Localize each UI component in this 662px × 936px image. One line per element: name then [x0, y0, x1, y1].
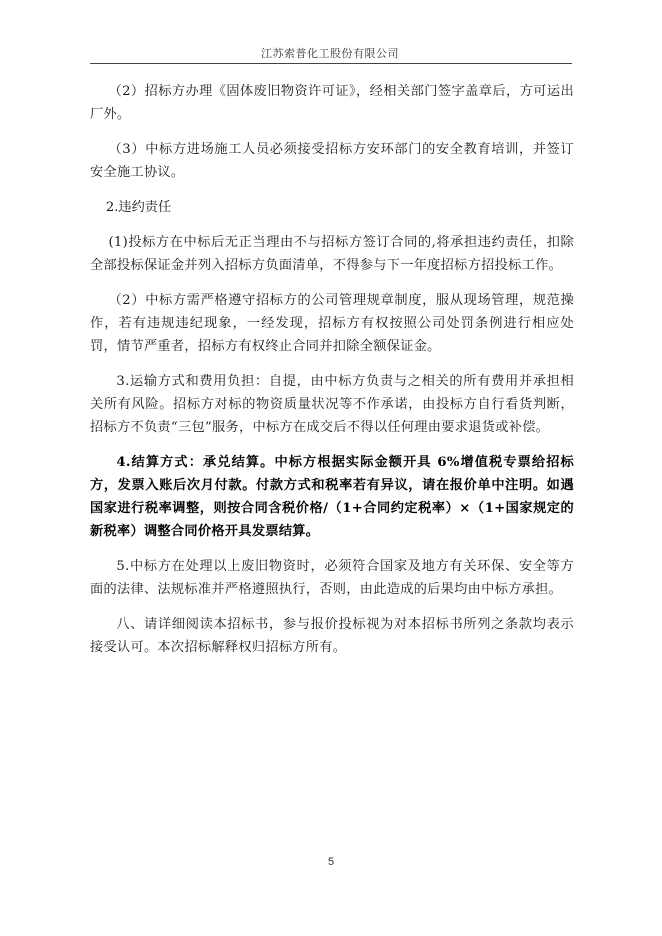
document-body — [90, 80, 574, 671]
paragraph-safety-training: （3）中标方进场施工人员必须接受招标方安环部门的安全教育培训，并签订安全施工协议。 — [90, 142, 574, 180]
paragraph-acceptance-clause: 八、请详细阅读本招标书，参与报价投标视为对本招标书所列之条款均表示接受认可。本次招标解释权归招标方所有。 — [90, 617, 574, 655]
page-header: 江苏索普化工股份有限公司 — [261, 47, 399, 60]
paragraph-environmental-compliance: 5.中标方在处理以上废旧物资时，必须符合国家及地方有关环保、安全等方面的法律、法规标准并严格遵照执行，否则，由此造成的后果均由中标方承担。 — [90, 559, 574, 597]
paragraph-bidder-breach: (1)投标方在中标后无正当理由不与招标方签订合同的,将承担违约责任，扣除全部投标保证金并列入招标方负面清单，不得参与下一年度招标方招投标工作。 — [90, 235, 574, 273]
section-heading-breach-liability: 2.违约责任 — [105, 200, 172, 215]
paragraph-transport-costs: 3.运输方式和费用负担：自提，由中标方负责与之相关的所有费用并承担相关所有风险。招标方对标的物资质量状况等不作承诺，由投标方自行看货判断，招标方不负责“三包”服务，中标方在成交后不得以任何理由要求退货或补偿。 — [90, 374, 574, 435]
page-number: 5 — [327, 856, 335, 868]
paragraph-settlement-method: 4.结算方式：承兑结算。中标方根据实际金额开具 6%增值税专票给招标方，发票入账后次月付款。付款方式和税率若有异议，请在报价单中注明。如遇国家进行税率调整，则按合同含税价格/（1+合同约定税率）×（1+国家规定的新税率）调整合同价格开具发票结算。 — [90, 455, 574, 539]
header-divider — [90, 63, 572, 64]
paragraph-waste-permit: （2）招标方办理《固体废旧物资许可证》，经相关部门签字盖章后，方可运出厂外。 — [90, 84, 574, 122]
paragraph-winner-compliance: （2）中标方需严格遵守招标方的公司管理规章制度，服从现场管理，规范操作，若有违规违纪现象，一经发现，招标方有权按照公司处罚条例进行相应处罚，情节严重者，招标方有权终止合同并扣除全额保证金。 — [90, 293, 574, 354]
